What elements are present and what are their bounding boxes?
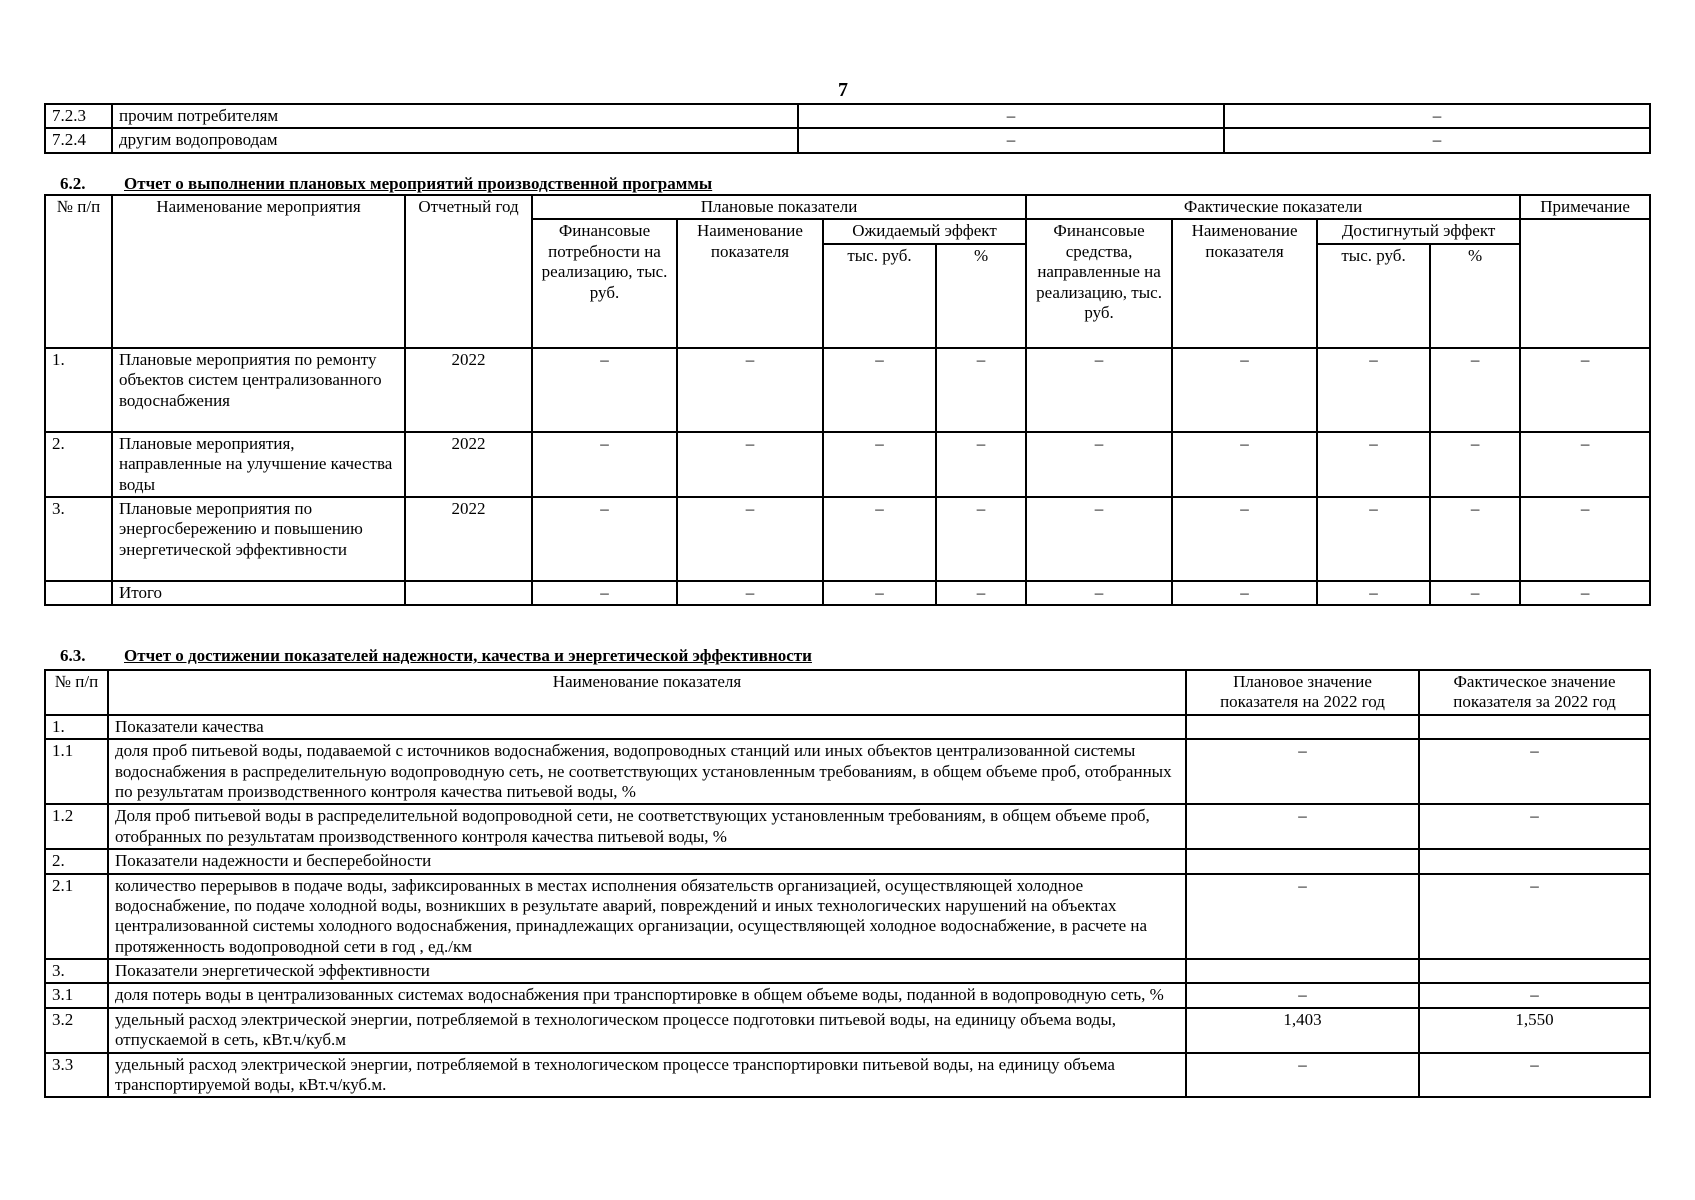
dash: –: [532, 581, 677, 605]
row-plan: –: [1186, 983, 1419, 1007]
dash: –: [677, 581, 823, 605]
dash: –: [1520, 581, 1650, 605]
row-year: [405, 581, 532, 605]
top-table: [44, 103, 1651, 154]
row-fact: –: [1419, 1053, 1650, 1098]
row-name: другим водопроводам: [112, 128, 798, 152]
table-row: [45, 739, 1650, 804]
header-plan-pct: %: [936, 244, 1026, 348]
row-plan: –: [1186, 804, 1419, 849]
row-name: Показатели качества: [108, 715, 1186, 739]
section-title: Отчет о выполнении плановых мероприятий производственной программы: [124, 174, 713, 193]
header-plan-ind: Наименование показателя: [677, 219, 823, 347]
row-number: 1.: [45, 715, 108, 739]
row-number: 1.1: [45, 739, 108, 804]
row-name: Доля проб питьевой воды в распределительной водопроводной сети, не соответствующих установленным требованиям, в общем объеме проб, отобранных по результатам производственного контроля качества питьевой воды, %: [108, 804, 1186, 849]
header-plan-fin: Финансовые потребности на реализацию, тыс. руб.: [532, 219, 677, 347]
dash: –: [936, 497, 1026, 581]
row-plan: –: [1186, 739, 1419, 804]
row-name: прочим потребителям: [112, 104, 798, 128]
section-63-heading: [60, 646, 812, 666]
table-row: [45, 715, 1650, 739]
dash: –: [1520, 432, 1650, 497]
row-name: количество перерывов в подаче воды, зафиксированных в местах исполнения обязательств организацией, осуществляющей холодное водоснабжение, по подаче холодной воды, возникших в результате аварий, повреждений и иных технологических нарушений на объектах централизованной системы холодного водоснабжения, принадлежащих организации, осуществляющей холодное водоснабжение, в расчете на протяженность водопроводной сети в год , ед./км: [108, 874, 1186, 960]
header-fact-ind: Наименование показателя: [1172, 219, 1317, 347]
table-row: [45, 128, 1650, 152]
row-plan: [1186, 849, 1419, 873]
row-fact: –: [1419, 739, 1650, 804]
header-name: Наименование показателя: [108, 670, 1186, 715]
header-name: Наименование мероприятия: [112, 195, 405, 348]
header-year: Отчетный год: [405, 195, 532, 348]
row-fact: –: [1419, 804, 1650, 849]
total-label: Итого: [112, 581, 405, 605]
table-row: [45, 983, 1650, 1007]
row-fact: [1419, 849, 1650, 873]
row-name: удельный расход электрической энергии, потребляемой в технологическом процессе подготовки питьевой воды, на единицу объема воды, отпускаемой в сеть, кВт.ч/куб.м: [108, 1008, 1186, 1053]
table-row: [45, 348, 1650, 432]
row-number: 2.1: [45, 874, 108, 960]
header-fact-effect: Достигнутый эффект: [1317, 219, 1520, 243]
header-fact-fin: Финансовые средства, направленные на реализацию, тыс. руб.: [1026, 219, 1172, 347]
dash: –: [1520, 497, 1650, 581]
row-plan: [1186, 959, 1419, 983]
row-number: 2.: [45, 432, 112, 497]
row-value: –: [798, 128, 1224, 152]
dash: –: [677, 432, 823, 497]
dash: –: [532, 348, 677, 432]
table-row: [45, 104, 1650, 128]
dash: –: [1430, 581, 1520, 605]
dash: –: [1430, 432, 1520, 497]
table-row: [45, 1008, 1650, 1053]
total-row: [45, 581, 1650, 605]
table-row: [45, 874, 1650, 960]
row-name: доля проб питьевой воды, подаваемой с источников водоснабжения, водопроводных станций или иных объектов централизованной системы водоснабжения в распределительную водопроводную сеть, не соответствующих установленным требованиям, в общем объеме проб, отобранных по результатам производственного контроля качества питьевой воды, %: [108, 739, 1186, 804]
section-title: Отчет о достижении показателей надежности, качества и энергетической эффективности: [124, 646, 812, 665]
table-row: [45, 804, 1650, 849]
dash: –: [1317, 581, 1430, 605]
dash: –: [1317, 432, 1430, 497]
dash: –: [532, 432, 677, 497]
header-plan: Плановые показатели: [532, 195, 1026, 219]
row-plan: [1186, 715, 1419, 739]
row-name: Показатели энергетической эффективности: [108, 959, 1186, 983]
row-name: Плановые мероприятия по ремонту объектов систем централизованного водоснабжения: [112, 348, 405, 432]
row-value: –: [1224, 128, 1650, 152]
dash: –: [1026, 348, 1172, 432]
row-year: 2022: [405, 497, 532, 581]
row-fact: –: [1419, 983, 1650, 1007]
header-note: Примечание: [1520, 195, 1650, 219]
row-number: 1.2: [45, 804, 108, 849]
row-number: 3.1: [45, 983, 108, 1007]
row-number: 3.: [45, 497, 112, 581]
row-value: –: [1224, 104, 1650, 128]
dash: –: [1520, 348, 1650, 432]
row-number: [45, 581, 112, 605]
activities-table: [44, 194, 1651, 606]
dash: –: [1026, 497, 1172, 581]
dash: –: [823, 348, 936, 432]
table-row: [45, 849, 1650, 873]
row-plan: 1,403: [1186, 1008, 1419, 1053]
header-num: № п/п: [45, 670, 108, 715]
dash: –: [1172, 348, 1317, 432]
row-year: 2022: [405, 432, 532, 497]
row-fact: [1419, 959, 1650, 983]
row-number: 3.3: [45, 1053, 108, 1098]
dash: –: [1172, 581, 1317, 605]
dash: –: [823, 432, 936, 497]
row-fact: [1419, 715, 1650, 739]
indicators-table: [44, 669, 1651, 1098]
section-number: 6.2.: [60, 174, 86, 193]
row-name: Плановые мероприятия, направленные на улучшение качества воды: [112, 432, 405, 497]
row-plan: –: [1186, 874, 1419, 960]
row-value: –: [798, 104, 1224, 128]
dash: –: [936, 581, 1026, 605]
table-row: [45, 959, 1650, 983]
header-fact-rub: тыс. руб.: [1317, 244, 1430, 348]
row-name: Плановые мероприятия по энергосбережению и повышению энергетической эффективности: [112, 497, 405, 581]
dash: –: [936, 348, 1026, 432]
header-fact: Фактические показатели: [1026, 195, 1520, 219]
row-number: 2.: [45, 849, 108, 873]
section-62-heading: [60, 174, 712, 194]
row-name: доля потерь воды в централизованных системах водоснабжения при транспортировке в общем объеме воды, поданной в водопроводную сеть, %: [108, 983, 1186, 1007]
header-note-empty: [1520, 219, 1650, 347]
dash: –: [936, 432, 1026, 497]
dash: –: [1430, 497, 1520, 581]
dash: –: [1317, 348, 1430, 432]
header-num: № п/п: [45, 195, 112, 348]
dash: –: [532, 497, 677, 581]
dash: –: [677, 348, 823, 432]
dash: –: [1172, 497, 1317, 581]
header-plan: Плановое значение показателя на 2022 год: [1186, 670, 1419, 715]
dash: –: [1026, 581, 1172, 605]
dash: –: [823, 581, 936, 605]
table-row: [45, 497, 1650, 581]
dash: –: [677, 497, 823, 581]
dash: –: [1317, 497, 1430, 581]
table-row: [45, 432, 1650, 497]
row-number: 3.: [45, 959, 108, 983]
section-number: 6.3.: [60, 646, 86, 665]
row-number: 7.2.3: [45, 104, 112, 128]
page-number: 7: [838, 79, 848, 101]
row-name: Показатели надежности и бесперебойности: [108, 849, 1186, 873]
dash: –: [823, 497, 936, 581]
dash: –: [1026, 432, 1172, 497]
header-plan-effect: Ожидаемый эффект: [823, 219, 1026, 243]
row-number: 1.: [45, 348, 112, 432]
header-fact: Фактическое значение показателя за 2022 год: [1419, 670, 1650, 715]
header-plan-rub: тыс. руб.: [823, 244, 936, 348]
row-plan: –: [1186, 1053, 1419, 1098]
dash: –: [1172, 432, 1317, 497]
row-number: 3.2: [45, 1008, 108, 1053]
row-number: 7.2.4: [45, 128, 112, 152]
header-fact-pct: %: [1430, 244, 1520, 348]
row-fact: 1,550: [1419, 1008, 1650, 1053]
table-row: [45, 1053, 1650, 1098]
row-name: удельный расход электрической энергии, потребляемой в технологическом процессе транспортировки питьевой воды, на единицу объема транспортируемой воды, кВт.ч/куб.м.: [108, 1053, 1186, 1098]
dash: –: [1430, 348, 1520, 432]
row-year: 2022: [405, 348, 532, 432]
row-fact: –: [1419, 874, 1650, 960]
